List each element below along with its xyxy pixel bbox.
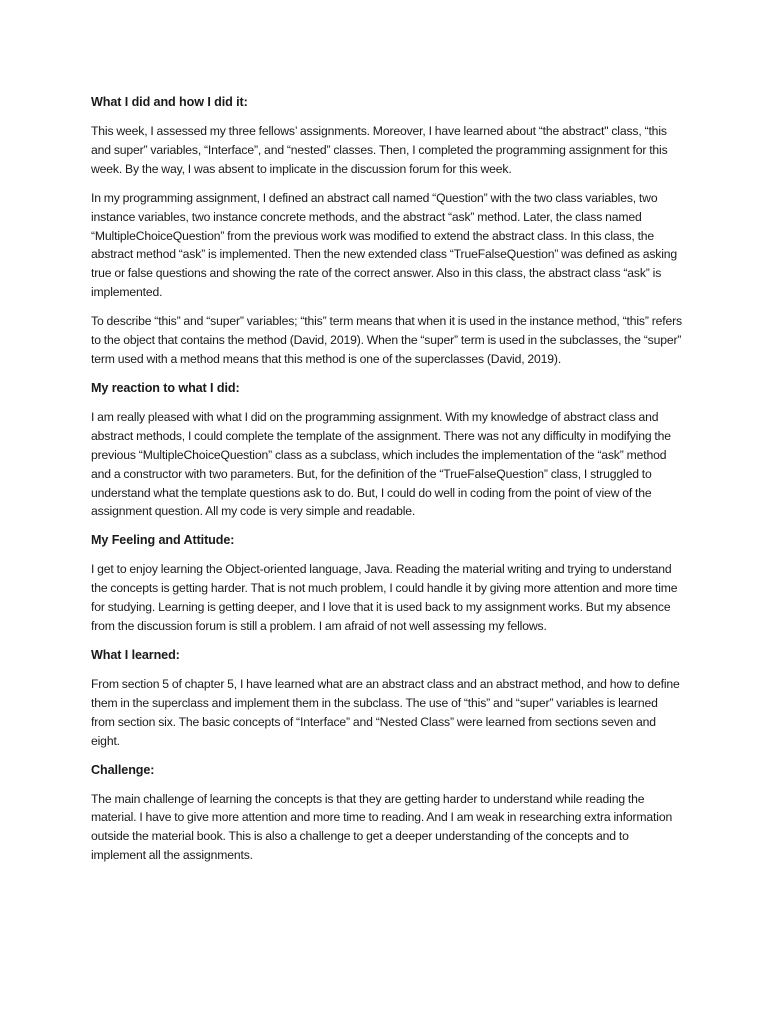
document-body [91,93,682,875]
section-heading-my-reaction: My reaction to what I did: [91,380,240,395]
paragraph-learned: From section 5 of chapter 5, I have learned what are an abstract class and an abstract method, and how to define them in the superclass and implement them in the subclass. The use of “this” and “super” variables is learned from section six. The basic concepts of “Interface” and “Nested Class” were learned from sections seven and eight. [91,676,680,748]
section-heading-feeling-attitude: My Feeling and Attitude: [91,533,235,548]
paragraph-feeling: I get to enjoy learning the Object-oriented language, Java. Reading the material writing and trying to understand the concepts is getting harder. That is not much problem, I could handle it by giving more attention and more time for studying. Learning is getting deeper, and I love that it is used back to my assignment works. But my absence from the discussion forum is still a problem. I am afraid of not well assessing my fellows. [91,562,678,634]
paragraph-reaction: I am really pleased with what I did on the programming assignment. With my knowledge of abstract class and abstract methods, I could complete the template of the assignment. There was not any difficulty in modifying the previous “MultipleChoiceQuestion” class as a subclass, which includes the implementation of the “ask” method and a constructor with two parameters. But, for the definition of the “TrueFalseQuestion” class, I struggled to understand what the template questions ask to do. But, I could do well in coding from the point of view of the assignment question. All my code is very simple and readable. [91,409,671,519]
section-heading-challenge: Challenge: [91,762,155,777]
section-heading-what-i-learned: What I learned: [91,647,180,662]
section-heading-what-i-did: What I did and how I did it: [91,95,248,109]
paragraph-assessment-summary: This week, I assessed my three fellows’ assignments. Moreover, I have learned about “the abstract" class, “this and super” variables, “Interface”, and “nested” classes. Then, I completed the programming assignment for this week. By the way, I was absent to implicate in the discussion forum for this week. [91,124,668,176]
paragraph-programming-assignment: In my programming assignment, I defined an abstract call named “Question” with the two class variables, two instance variables, two instance concrete methods, and the abstract “ask” method. Later, the class named “MultipleChoiceQuestion” from the previous work was modified to extend the abstract class. In this class, the abstract method “ask” is implemented. Then the new extended class “TrueFalseQuestion” was defined as asking true or false questions and showing the rate of the correct answer. Also in this class, the abstract class “ask” is implemented. [91,190,678,300]
paragraph-challenge: The main challenge of learning the concepts is that they are getting harder to understand while reading the material. I have to give more attention and more time to reading. And I am weak in researching extra information outside the material book. This is also a challenge to get a deeper understanding of the concepts and to implement all the assignments. [91,791,673,863]
paragraph-this-and-super: To describe “this” and “super” variables; “this” term means that when it is used in the instance method, “this” refers to the object that contains the method (David, 2019). When the “super” term is used in the subclasses, the “super” term used with a method means that this method is one of the superclasses (David, 2019). [91,314,682,366]
